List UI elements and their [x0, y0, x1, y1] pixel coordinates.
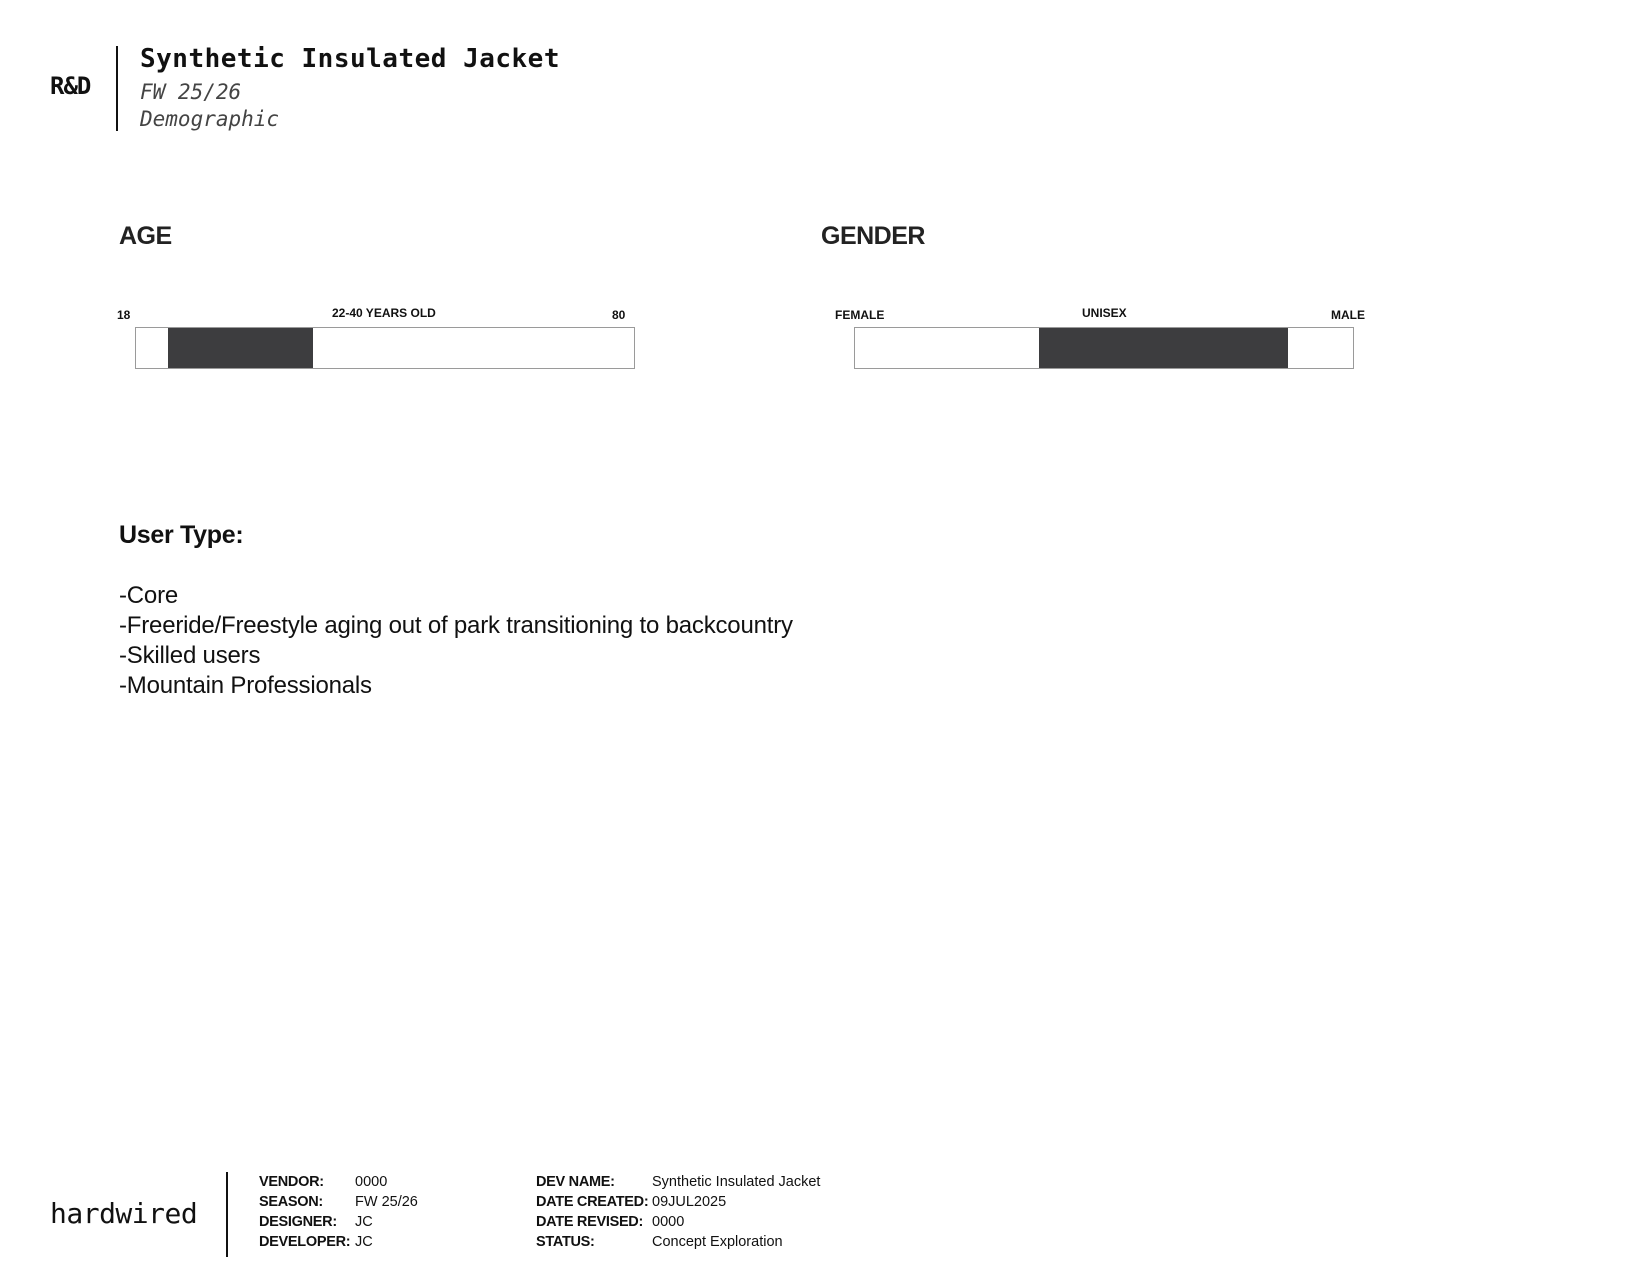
gender-heading: GENDER — [821, 222, 925, 250]
age-range-scale — [117, 300, 677, 370]
season-key: SEASON: — [259, 1194, 323, 1210]
date-revised-key: DATE REVISED: — [536, 1214, 644, 1230]
age-min-label: 18 — [117, 308, 131, 322]
developer-value: JC — [355, 1234, 373, 1250]
user-type-list — [119, 581, 793, 701]
age-range-label: 22-40 YEARS OLD — [332, 306, 436, 320]
user-type-heading: User Type: — [119, 521, 244, 549]
table-row — [259, 1232, 418, 1252]
age-heading: AGE — [119, 222, 172, 250]
age-range-fill — [168, 328, 313, 368]
company-logo: hardwired — [50, 1197, 198, 1230]
gender-female-label: FEMALE — [835, 308, 885, 322]
status-key: STATUS: — [536, 1234, 595, 1250]
table-row — [259, 1212, 418, 1232]
age-max-label: 80 — [612, 308, 626, 322]
designer-value: JC — [355, 1214, 373, 1230]
table-row — [536, 1212, 820, 1232]
header-divider — [116, 46, 118, 131]
list-item: -Freeride/Freestyle aging out of park transitioning to backcountry — [119, 612, 793, 639]
gender-unisex-label: UNISEX — [1082, 306, 1127, 320]
page-title: Demographic — [140, 107, 280, 131]
vendor-key: VENDOR: — [259, 1174, 324, 1190]
status-value: Concept Exploration — [652, 1234, 783, 1250]
document-title: Synthetic Insulated Jacket — [140, 44, 560, 74]
list-item: -Core — [119, 582, 179, 609]
designer-key: DESIGNER: — [259, 1214, 337, 1230]
gender-range-fill — [1039, 328, 1288, 368]
date-created-value: 09JUL2025 — [652, 1194, 727, 1210]
dev-name-key: DEV NAME: — [536, 1174, 615, 1190]
list-item: -Mountain Professionals — [119, 672, 372, 699]
developer-key: DEVELOPER: — [259, 1234, 351, 1250]
gender-range-track — [854, 327, 1354, 369]
dev-name-value: Synthetic Insulated Jacket — [652, 1174, 821, 1190]
table-row — [536, 1192, 820, 1212]
footer-meta-right — [536, 1172, 820, 1252]
table-row — [259, 1172, 418, 1192]
table-row — [259, 1192, 418, 1212]
document-season: FW 25/26 — [140, 80, 242, 104]
gender-male-label: MALE — [1331, 308, 1365, 322]
footer-meta-left — [259, 1172, 418, 1252]
gender-range-scale — [835, 300, 1395, 370]
list-item: -Skilled users — [119, 642, 261, 669]
footer-divider — [226, 1172, 228, 1257]
table-row — [536, 1232, 820, 1252]
season-value: FW 25/26 — [355, 1194, 418, 1210]
table-row — [536, 1172, 820, 1192]
date-created-key: DATE CREATED: — [536, 1194, 649, 1210]
date-revised-value: 0000 — [652, 1214, 685, 1230]
brand-mark: R&D — [50, 72, 91, 100]
age-range-track — [135, 327, 635, 369]
vendor-value: 0000 — [355, 1174, 388, 1190]
